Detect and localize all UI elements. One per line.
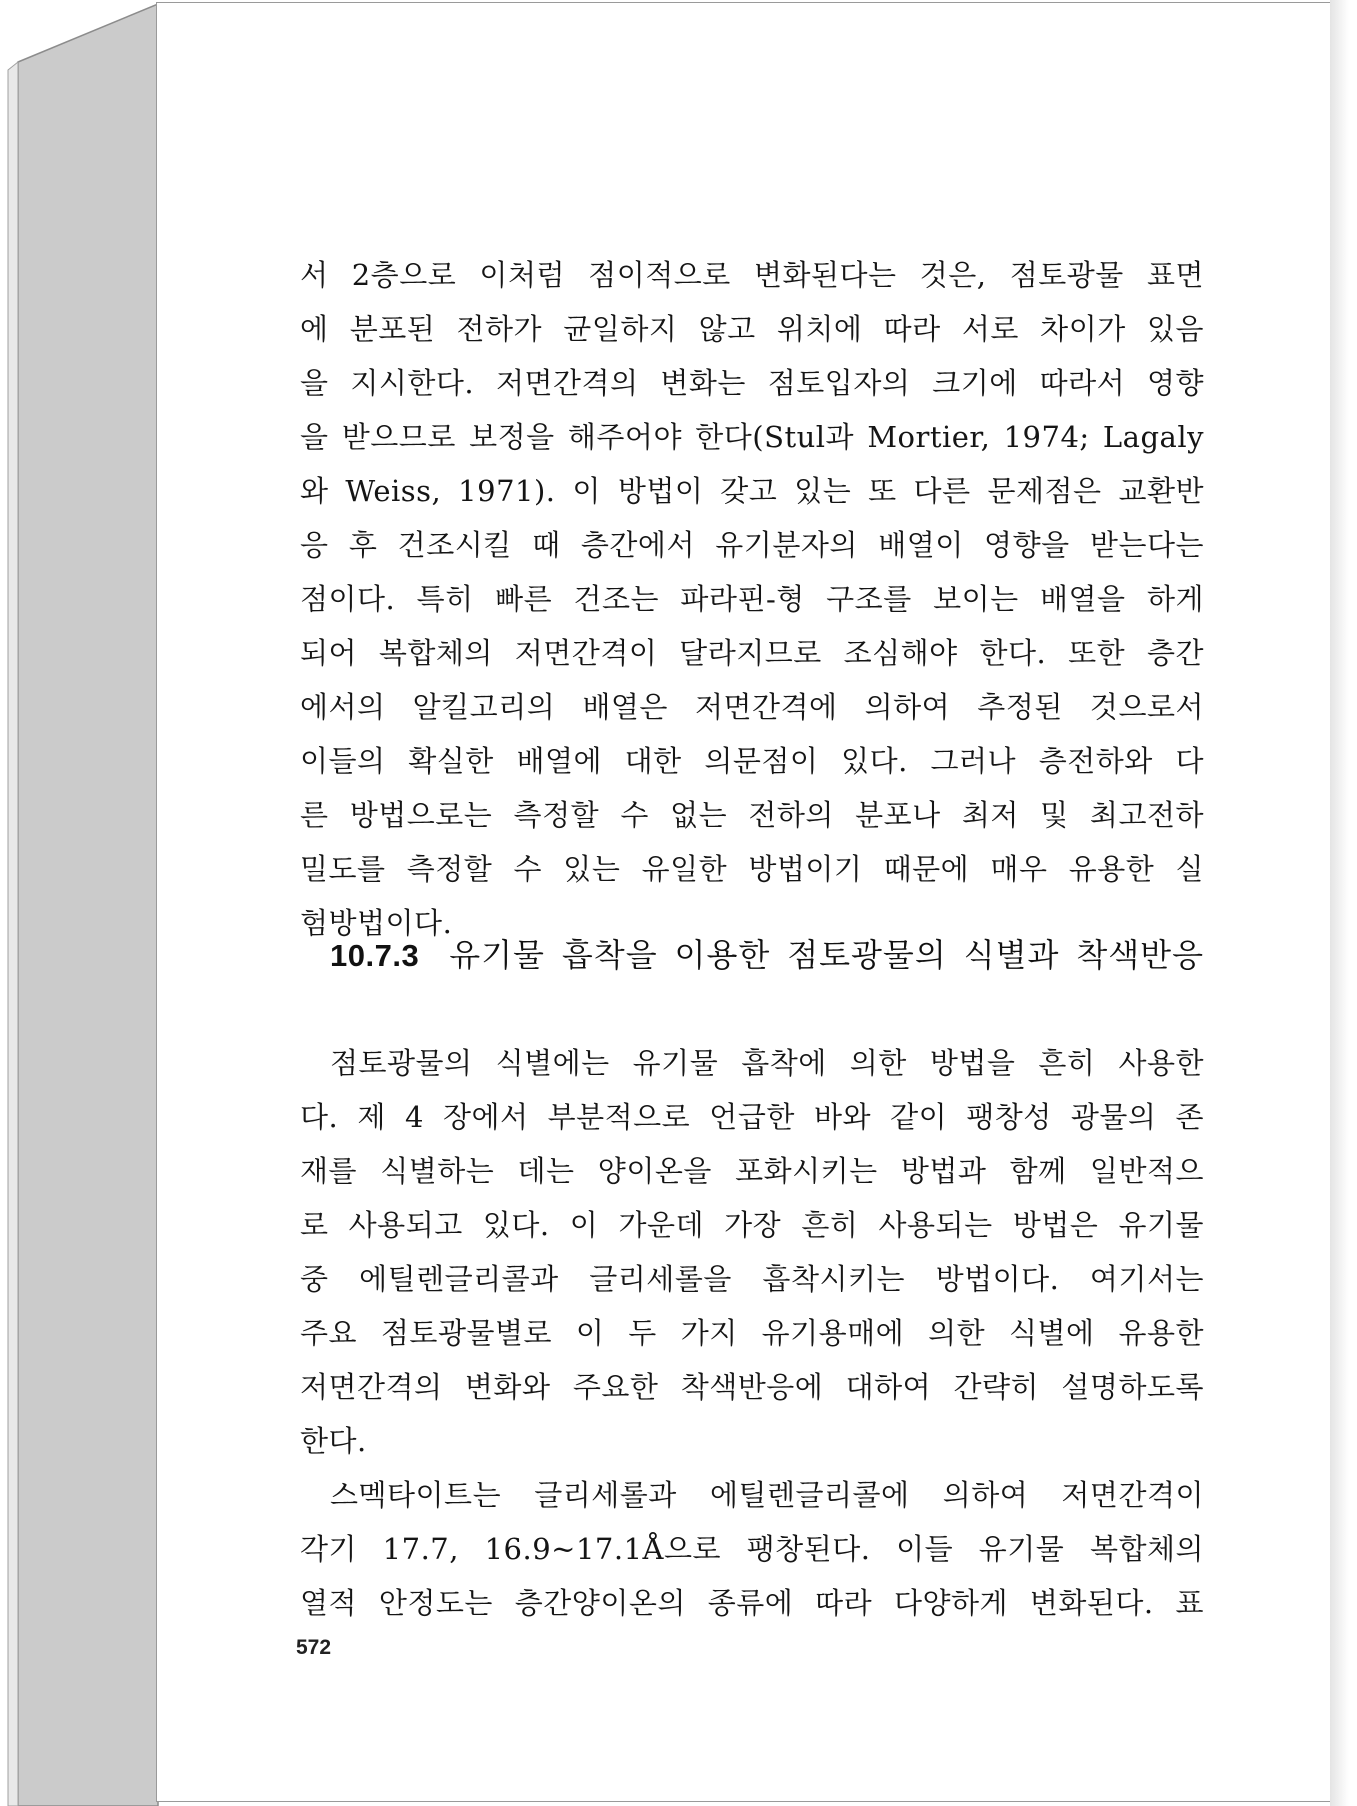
page-edge-shadow [1330,0,1357,1806]
text-line: 서 2층으로 이처럼 점이적으로 변화된다는 것은, 점토광물 표면 [300,258,1204,292]
text-line: 점토광물의 식별에는 유기물 흡착에 의한 방법을 흔히 사용한 [330,1046,1204,1080]
text-line: 스멕타이트는 글리세롤과 에틸렌글리콜에 의하여 저면간격이 [330,1478,1204,1512]
text-line: 각기 17.7, 16.9~17.1Å으로 팽창된다. 이들 유기물 복합체의 [300,1532,1204,1566]
text-line: 점이다. 특히 빠른 건조는 파라핀-형 구조를 보이는 배열을 하게 [300,582,1204,616]
text-line: 열적 안정도는 층간양이온의 종류에 따라 다양하게 변화된다. 표 [300,1586,1204,1620]
text-line: 응 후 건조시킬 때 층간에서 유기분자의 배열이 영향을 받는다는 [300,528,1204,562]
page-number: 572 [296,1636,332,1659]
text-line: 밀도를 측정할 수 있는 유일한 방법이기 때문에 매우 유용한 실 [300,852,1204,886]
text-line: 와 Weiss, 1971). 이 방법이 갖고 있는 또 다른 문제점은 교환반 [300,474,1204,508]
text-line: 에 분포된 전하가 균일하지 않고 위치에 따라 서로 차이가 있음 [300,312,1204,346]
text-line: 로 사용되고 있다. 이 가운데 가장 흔히 사용되는 방법은 유기물 [300,1208,1204,1242]
paragraph-1 [300,248,1204,950]
text-line: 다. 제 4 장에서 부분적으로 언급한 바와 같이 팽창성 광물의 존 [300,1100,1204,1134]
section-number: 10.7.3 [330,938,420,973]
section-title: 유기물 흡착을 이용한 점토광물의 식별과 착색반응 [449,936,1204,974]
text-line: 험방법이다. [300,906,453,940]
text-line: 른 방법으로는 측정할 수 없는 전하의 분포나 최저 및 최고전하 [300,798,1204,832]
text-line: 을 받으므로 보정을 해주어야 한다(Stul과 Mortier, 1974; Lagaly [300,420,1204,454]
text-line: 재를 식별하는 데는 양이온을 포화시키는 방법과 함께 일반적으 [300,1154,1204,1188]
text-line: 한다. [300,1424,367,1458]
text-line: 중 에틸렌글리콜과 글리세롤을 흡착시키는 방법이다. 여기서는 [300,1262,1204,1296]
text-line: 을 지시한다. 저면간격의 변화는 점토입자의 크기에 따라서 영향 [300,366,1204,400]
text-line: 저면간격의 변화와 주요한 착색반응에 대하여 간략히 설명하도록 [300,1370,1204,1404]
text-line: 이들의 확실한 배열에 대한 의문점이 있다. 그러나 층전하와 다 [300,744,1204,778]
section-heading [330,930,1204,976]
paragraph-2 [300,1036,1204,1630]
text-line: 에서의 알킬고리의 배열은 저면간격에 의하여 추정된 것으로서 [300,690,1204,724]
text-line: 주요 점토광물별로 이 두 가지 유기용매에 의한 식별에 유용한 [300,1316,1204,1350]
book-spine [0,0,162,1806]
text-line: 되어 복합체의 저면간격이 달라지므로 조심해야 한다. 또한 층간 [300,636,1204,670]
